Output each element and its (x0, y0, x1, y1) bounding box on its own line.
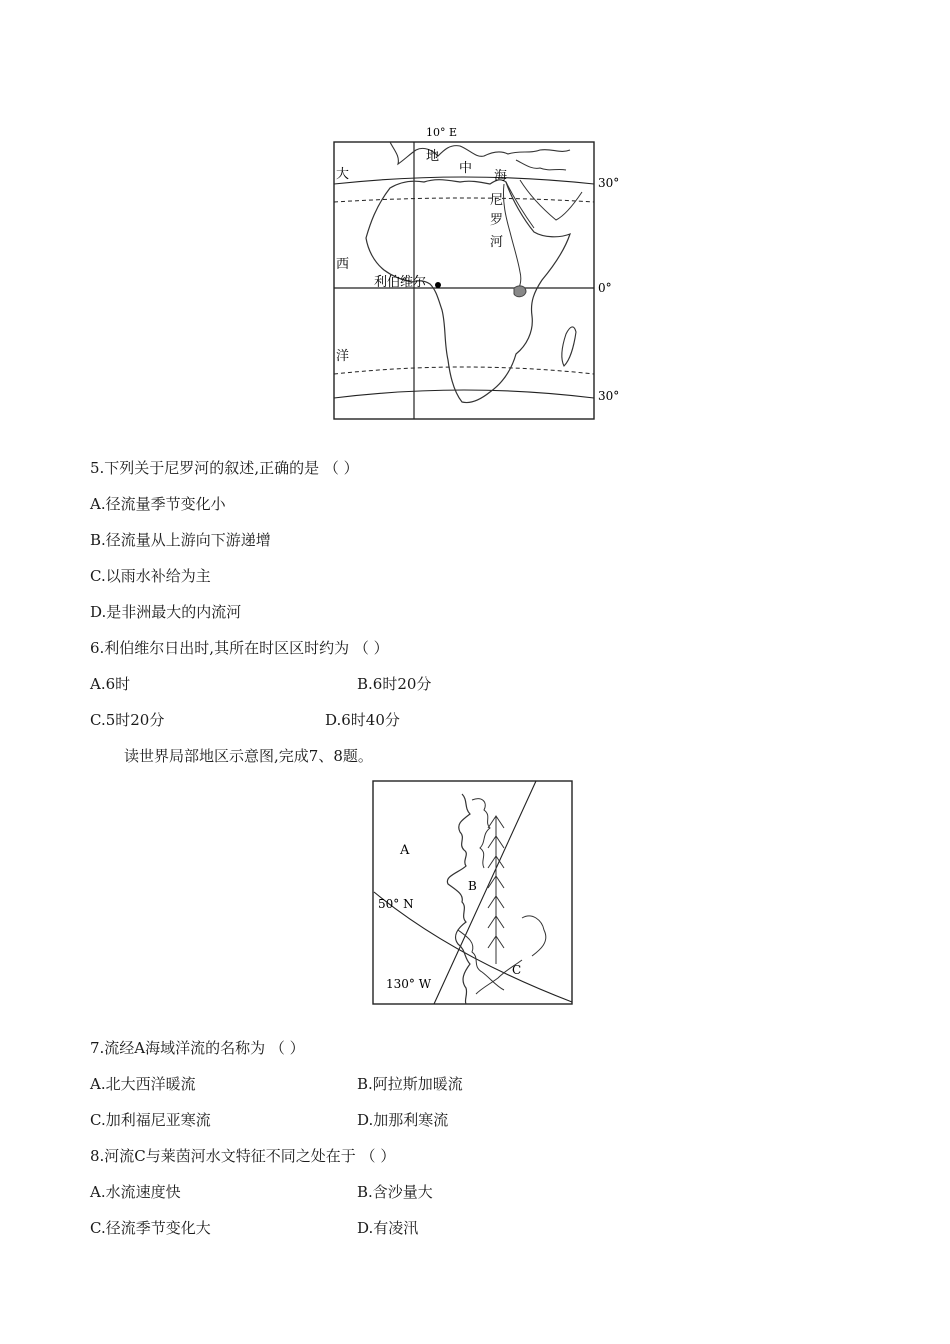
island-coast-2 (458, 930, 504, 990)
section-intro: 读世界局部地区示意图,完成7、8题。 (124, 747, 373, 765)
latitude-30n-line (334, 177, 594, 184)
point-b-label: B (468, 879, 477, 893)
sea-label-3: 海 (494, 169, 508, 184)
question-6-stem: 6.利伯维尔日出时,其所在时区区时约为 （ ） (90, 639, 389, 657)
madagascar-outline (562, 327, 576, 366)
question-6-option-c: C.5时20分 (90, 711, 165, 729)
nw-america-map (372, 780, 575, 1008)
lat-north-label: 30° (598, 176, 620, 190)
tropic-north-line (334, 198, 594, 202)
question-5-stem: 5.下列关于尼罗河的叙述,正确的是 （ ） (90, 459, 359, 477)
city-label: 利伯维尔 (374, 275, 427, 290)
bay-coast (522, 916, 546, 956)
river-label-3: 河 (490, 235, 504, 250)
nile-river (503, 184, 520, 290)
question-6-option-a: A.6时 (90, 675, 131, 693)
red-sea-coast (506, 182, 534, 228)
meridian-label: 10° E (426, 126, 458, 139)
sea-label-1: 地 (426, 149, 440, 164)
question-7-stem: 7.流经A海域洋流的名称为 （ ） (90, 1039, 305, 1057)
question-7-option-a: A.北大西洋暖流 (90, 1075, 196, 1093)
lon-130w-label: 130° W (386, 977, 432, 991)
equator-label: 0° (598, 281, 612, 295)
africa-map (320, 120, 630, 425)
lat-south-label: 30° (598, 389, 620, 403)
question-8-option-c: C.径流季节变化大 (90, 1219, 211, 1237)
lat-50n-label: 50° N (378, 897, 414, 911)
ocean-label-1: 大 (336, 167, 350, 182)
latitude-30s-line (334, 390, 594, 398)
question-5-option-b: B.径流量从上游向下游递增 (90, 531, 271, 549)
mountain-range (488, 816, 504, 964)
island-coast-1 (472, 799, 490, 868)
question-8-option-b: B.含沙量大 (357, 1183, 433, 1201)
question-5-option-d: D.是非洲最大的内流河 (90, 603, 242, 621)
sea-label-2: 中 (459, 161, 473, 176)
question-7-option-c: C.加利福尼亚寒流 (90, 1111, 211, 1129)
question-6-option-b: B.6时20分 (357, 675, 432, 693)
question-6-option-d: D.6时40分 (325, 711, 400, 729)
sea-a-label: A (400, 843, 410, 858)
question-7-option-d: D.加那利寒流 (357, 1111, 449, 1129)
lake-victoria (514, 286, 526, 297)
question-8-stem: 8.河流C与莱茵河水文特征不同之处在于 （ ） (90, 1147, 396, 1165)
europe-coast (390, 142, 570, 164)
question-5-option-c: C.以雨水补给为主 (90, 567, 211, 585)
map-frame (334, 142, 594, 419)
question-8-option-a: A.水流速度快 (90, 1183, 181, 1201)
libreville-marker (435, 282, 441, 288)
turkey-coast (516, 160, 566, 170)
question-8-option-d: D.有凌汛 (357, 1219, 419, 1237)
coastline (447, 794, 470, 1004)
ocean-label-3: 洋 (336, 349, 350, 364)
tropic-south-line (334, 367, 594, 374)
question-7-option-b: B.阿拉斯加暖流 (357, 1075, 463, 1093)
question-5-option-a: A.径流量季节变化小 (90, 495, 226, 513)
river-label-2: 罗 (490, 213, 504, 228)
ocean-label-2: 西 (336, 257, 350, 272)
river-c-label: C (512, 963, 522, 977)
river-label-1: 尼 (490, 193, 504, 208)
